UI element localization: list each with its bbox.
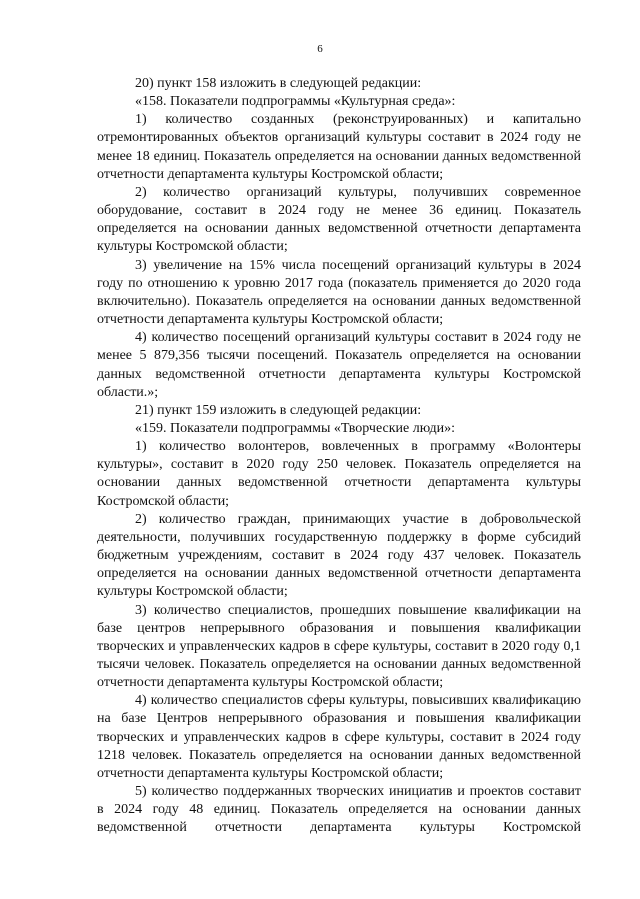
paragraph-158-indicator-3: 3) увеличение на 15% числа посещений организаций культуры в 2024 году по отношению к уровню 2017 года (показатель применяется до 2020 года включительно). Показатель определяется на основании данных ведомственной отчетности департамента культуры Костромской области;	[97, 257, 581, 328]
paragraph-159-indicator-5: 5) количество поддержанных творческих инициатив и проектов составит в 2024 году 48 единиц. Показатель определяется на основании данных ведомственной отчетности департамента культуры Костромской	[97, 784, 581, 836]
paragraph-point-159-heading: «159. Показатели подпрограммы «Творческие люди»:	[135, 420, 455, 436]
paragraph-159-indicator-3: 3) количество специалистов, прошедших повышение квалификации на базе центров непрерывного образования и повышения квалификации творческих и управленческих кадров в сфере культуры, составит в 2020 году 0,1 тысячи человек. Показатель определяется на основании данных ведомственной отчетности департамента культуры Костромской области;	[97, 602, 581, 691]
document-body	[97, 75, 581, 838]
paragraph-item-21: 21) пункт 159 изложить в следующей редакции:	[135, 402, 422, 418]
paragraph-item-20: 20) пункт 158 изложить в следующей редакции:	[135, 76, 422, 91]
paragraph-159-indicator-2: 2) количество граждан, принимающих участие в добровольческой деятельности, получивших государственную поддержку в форме субсидий бюджетным учреждениям, составит в 2024 году 437 человек. Показатель определяется на основании данных ведомственной отчетности департамента культуры Костромской области;	[97, 511, 581, 600]
paragraph-159-indicator-1: 1) количество волонтеров, вовлеченных в программу «Волонтеры культуры», составит в 2020 году 250 человек. Показатель определяется на основании данных ведомственной отчетности департамента культуры Костромской области;	[97, 439, 581, 509]
paragraph-159-indicator-4: 4) количество специалистов сферы культуры, повысивших квалификацию на базе Центров непрерывного образования и повышения квалификации творческих и управленческих кадров в сфере культуры, составит в 2024 году 1218 человек. Показатель определяется на основании данных ведомственной отчетности департамента культуры Костромской области;	[97, 693, 581, 781]
paragraph-point-158-heading: «158. Показатели подпрограммы «Культурная среда»:	[135, 94, 456, 110]
paragraph-158-indicator-1: 1) количество созданных (реконструированных) и капитально отремонтированных объектов организаций культуры составит в 2024 году не менее 18 единиц. Показатель определяется на основании данных ведомственной отчетности департамента культуры Костромской области;	[97, 112, 581, 182]
paragraph-158-indicator-2: 2) количество организаций культуры, получивших современное оборудование, составит в 2024 году не менее 36 единиц. Показатель определяется на основании данных ведомственной отчетности департамента культуры Костромской области;	[97, 184, 581, 255]
page-number: 6	[317, 43, 323, 55]
paragraph-158-indicator-4: 4) количество посещений организаций культуры составит в 2024 году не менее 5 879,356 тысячи посещений. Показатель определяется на основании данных ведомственной отчетности департамента культуры Костромской области.»;	[97, 330, 581, 400]
